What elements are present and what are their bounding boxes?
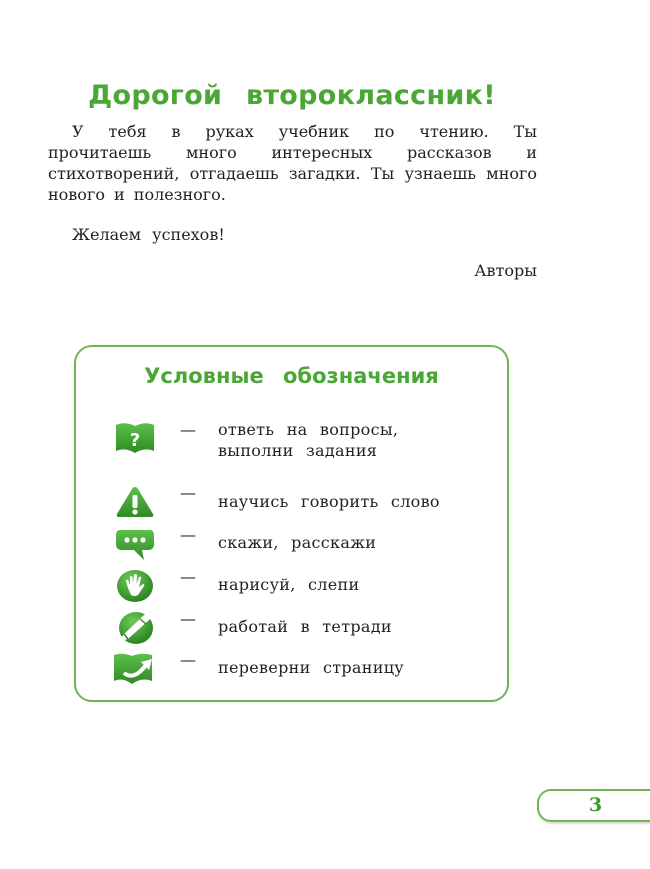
legend-text-line: научись говорить слово — [218, 492, 440, 511]
legend-item-notebook — [112, 608, 392, 648]
legend-item-turn-page — [112, 649, 404, 689]
legend-item-word — [112, 482, 440, 522]
legend-text — [218, 574, 359, 595]
legend-dash: — — [180, 609, 196, 628]
legend-text-line: нарисуй, слепи — [218, 575, 360, 594]
pen-icon — [112, 608, 158, 648]
legend-text — [218, 491, 440, 512]
legend-text — [218, 657, 404, 678]
legend-title: Условные обозначения — [144, 364, 439, 388]
legend-dash: — — [180, 650, 196, 669]
legend-item-speak — [112, 524, 376, 564]
wish-text: Желаем успехов! — [72, 225, 225, 244]
question-book-icon — [112, 419, 158, 459]
legend-text — [218, 532, 376, 553]
legend-text-line: выполни задания — [218, 441, 378, 460]
hand-icon — [112, 566, 158, 606]
legend-text-line: работай в тетради — [218, 617, 392, 636]
turn-page-icon — [112, 649, 158, 689]
speech-bubble-icon — [112, 524, 158, 564]
legend-dash: — — [180, 567, 196, 586]
legend-item-questions — [112, 419, 398, 461]
svg-text:?: ? — [129, 430, 141, 451]
legend-text — [218, 616, 392, 637]
legend-box — [74, 345, 509, 702]
legend-text-line: переверни страницу — [218, 658, 405, 677]
legend-item-draw — [112, 566, 359, 606]
warning-triangle-icon — [112, 482, 158, 522]
page-number-tab — [537, 789, 650, 822]
page-title: Дорогой второклассник! — [88, 80, 496, 111]
legend-dash: — — [180, 525, 196, 544]
legend-dash: — — [180, 420, 196, 439]
authors-signature: Авторы — [474, 261, 537, 280]
page-number: 3 — [588, 794, 603, 816]
legend-text-line: скажи, расскажи — [218, 533, 377, 552]
legend-text-line: ответь на вопросы, — [218, 420, 399, 439]
intro-text — [48, 121, 537, 205]
legend-text — [218, 419, 398, 461]
intro-paragraph: У тебя в руках учебник по чтению. Ты прочитаешь много интересных рассказов и стихотворений, отгадаешь загадки. Ты узнаешь много нового и полезного. — [48, 122, 537, 204]
legend-dash: — — [180, 483, 196, 502]
